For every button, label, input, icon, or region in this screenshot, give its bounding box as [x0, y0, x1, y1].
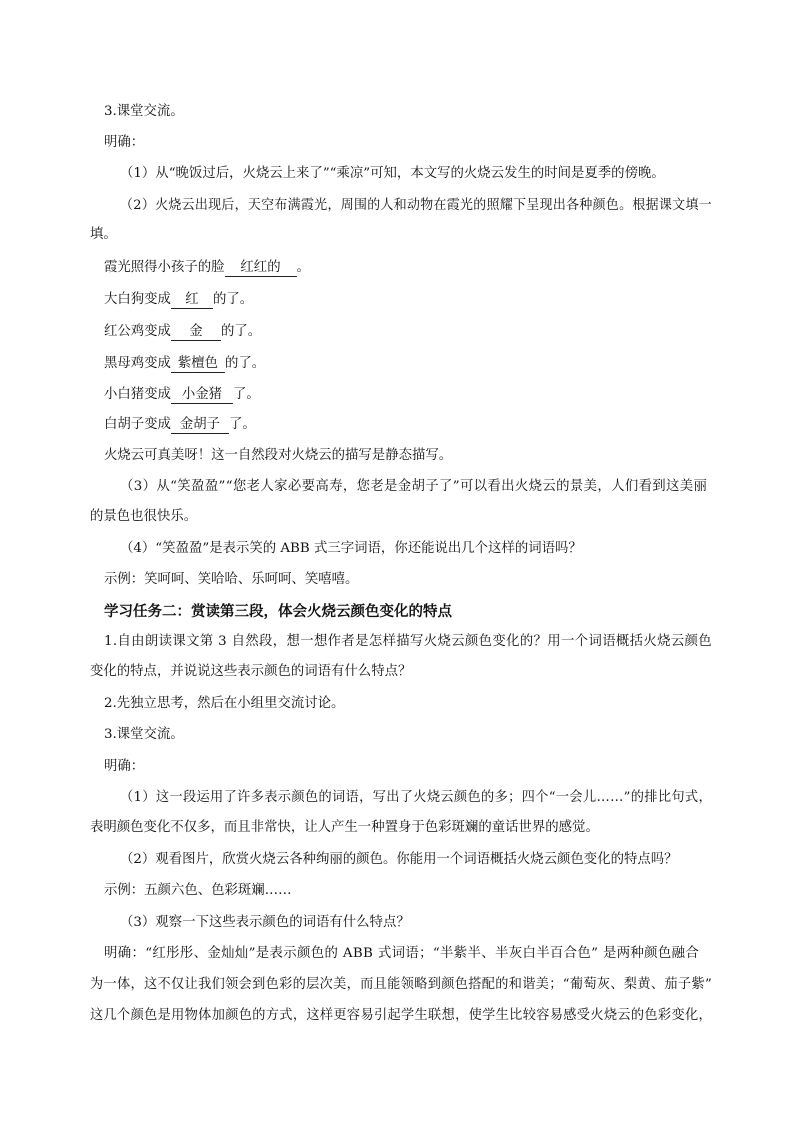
fill-blank-text: 大白狗变成	[104, 292, 171, 307]
step-3-class-discussion: 3.课堂交流。	[104, 104, 184, 119]
fill-blank-text: 小白猪变成	[104, 387, 171, 402]
task-2-answer-3-clarification-line-1: 明确：“红彤彤、金灿灿”是表示颜色的 ABB 式词语；“半紫半、半灰白半百合色” 是两种颜色融合	[104, 946, 700, 961]
task-2-answer-1-line-1: （1）这一段运用了许多表示颜色的词语，写出了火烧云颜色的多；四个“一会儿……”的排比句式，	[120, 790, 713, 805]
point-2-line-2: 填。	[90, 227, 117, 242]
example-words: 示例：笑呵呵、笑哈哈、乐呵呵、笑嘻嘻。	[104, 572, 359, 587]
fill-blank-1	[104, 258, 310, 278]
point-3-line-1: （3）从“笑盈盈”“您老人家必要高寿，您老是金胡子了”可以看出火烧云的景美，人们看到这美丽	[120, 479, 708, 494]
task-2-question-1-line-2: 变化的特点，并说说这些表示颜色的词语有什么特点？	[90, 664, 412, 679]
fill-blank-answer: 紫檀色	[171, 355, 225, 373]
fill-blank-text: 白胡子变成	[104, 417, 171, 432]
clarification-label: 明确：	[104, 135, 145, 150]
fill-blank-text: 的了。	[224, 356, 266, 371]
task-2-question-1-line-1: 1.自由朗读课文第 3 自然段，想一想作者是怎样描写火烧云颜色变化的？用一个词语概括火烧云颜色	[104, 634, 713, 649]
task-2-example: 示例：五颜六色、色彩斑斓……	[104, 883, 292, 898]
task-2-answer-1-line-2: 表明颜色变化不仅多，而且非常快，让人产生一种置身于色彩斑斓的童话世界的感觉。	[90, 820, 599, 835]
point-4: （4）“笑盈盈”是表示笑的 ABB 式三字词语，你还能说出几个这样的词语吗？	[120, 541, 582, 556]
task-2-clarification-label: 明确：	[104, 759, 145, 774]
point-2-line-1: （2）火烧云出现后，天空布满霞光，周围的人和动物在霞光的照耀下呈现出各种颜色。根据课文填一	[120, 198, 712, 213]
point-1: （1）从“晚饭过后，火烧云上来了”“乘凉”可知，本文写的火烧云发生的时间是夏季的傍晚。	[120, 166, 665, 181]
task-2-answer-2: （2）观看图片，欣赏火烧云各种绚丽的颜色。你能用一个词语概括火烧云颜色变化的特点吗？	[120, 852, 678, 867]
task-2-question-2: 2.先独立思考，然后在小组里交流讨论。	[104, 696, 345, 711]
fill-blank-text: 的了。	[220, 324, 262, 339]
fill-blank-text: 了。	[228, 417, 256, 432]
static-description-summary: 火烧云可真美呀！这一自然段对火烧云的描写是静态描写。	[104, 448, 453, 463]
fill-blank-text: 的了。	[212, 292, 254, 307]
task-2-heading: 学习任务二：赏读第三段，体会火烧云颜色变化的特点	[104, 604, 452, 620]
fill-blank-answer: 金	[171, 323, 221, 341]
task-2-question-3: 3.课堂交流。	[104, 727, 184, 742]
fill-blank-text: 黑母鸡变成	[104, 356, 171, 371]
point-3-line-2: 的景色也很快乐。	[90, 509, 198, 524]
task-2-answer-3-clarification-line-2: 为一体，这不仅让我们领会到色彩的层次美，而且能领略到颜色搭配的和谐美；“葡萄灰、梨黄、茄子紫”	[90, 977, 713, 992]
fill-blank-2	[104, 290, 253, 310]
fill-blank-5	[104, 385, 260, 405]
fill-blank-answer: 红	[171, 291, 213, 309]
fill-blank-4	[104, 354, 265, 374]
fill-blank-text: 了。	[232, 387, 260, 402]
fill-blank-6	[104, 415, 256, 435]
fill-blank-answer: 红红的	[225, 259, 297, 277]
task-2-answer-3: （3）观察一下这些表示颜色的词语有什么特点？	[120, 915, 410, 930]
fill-blank-text: 。	[296, 260, 310, 275]
fill-blank-answer: 小金猪	[171, 386, 233, 404]
fill-blank-text: 霞光照得小孩子的脸	[104, 260, 225, 275]
fill-blank-answer: 金胡子	[171, 416, 229, 434]
fill-blank-3	[104, 322, 261, 342]
task-2-answer-3-clarification-line-3: 这几个颜色是用物体加颜色的方式，这样更容易引起学生联想，使学生比较容易感受火烧云的色彩变化，	[90, 1008, 713, 1023]
fill-blank-text: 红公鸡变成	[104, 324, 171, 339]
